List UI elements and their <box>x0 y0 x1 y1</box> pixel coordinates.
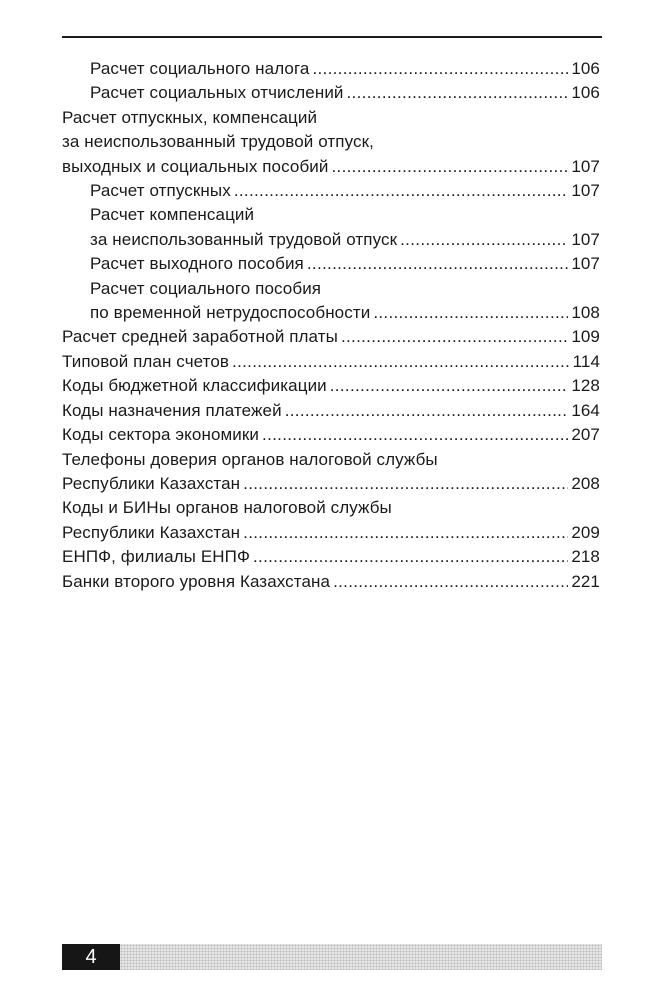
dot-leader <box>373 301 568 325</box>
toc-entry-row <box>62 350 600 374</box>
toc-entry <box>62 448 600 497</box>
page-footer <box>62 944 602 970</box>
toc-entry <box>62 106 600 179</box>
toc-entry-page-number: 207 <box>571 425 600 445</box>
toc-entry-title-line: Банки второго уровня Казахстана <box>62 571 331 591</box>
toc-entry-title-line: Расчет социальных отчислений <box>90 83 344 103</box>
toc-entry-row <box>90 81 600 105</box>
toc-entry-row <box>62 545 600 569</box>
dot-leader <box>232 350 570 374</box>
toc-entry-page-number: 114 <box>572 351 600 371</box>
toc-entry-title-line: Коды бюджетной классификации <box>62 376 327 396</box>
table-of-contents <box>62 57 600 594</box>
dot-leader <box>285 399 569 423</box>
toc-entry-row <box>62 521 600 545</box>
toc-entry <box>62 423 600 447</box>
toc-entry-page-number: 106 <box>571 83 600 103</box>
toc-entry-title-line: Расчет социального налога <box>90 59 310 78</box>
toc-entry-title-line: Типовой план счетов <box>62 351 230 371</box>
toc-entry-page-number: 109 <box>571 327 600 347</box>
toc-entry-title-line: Республики Казахстан <box>62 522 241 542</box>
dot-leader <box>341 325 568 349</box>
toc-entry-page-number: 106 <box>571 59 600 78</box>
dot-leader <box>234 179 569 203</box>
page-number: 4 <box>62 944 120 970</box>
toc-entry <box>62 545 600 569</box>
dot-leader <box>347 81 569 105</box>
toc-entry-row <box>90 301 600 325</box>
toc-entry-page-number: 107 <box>571 254 600 274</box>
footer-band <box>120 944 602 970</box>
toc-entry-row <box>90 179 600 203</box>
dot-leader <box>262 423 568 447</box>
toc-entry-title-line: Расчет социального пособия <box>90 278 322 298</box>
dot-leader <box>307 252 568 276</box>
toc-entry-row <box>62 155 600 179</box>
toc-entry-title-line: Телефоны доверия органов налоговой службы <box>62 449 438 469</box>
top-rule <box>62 36 602 38</box>
dot-leader <box>243 472 568 496</box>
toc-entry-page-number: 107 <box>571 229 600 249</box>
toc-entry-title-line: по временной нетрудоспособности <box>90 303 371 323</box>
toc-entry-title-line: за неиспользованный трудовой отпуск <box>90 229 398 249</box>
toc-entry-row <box>62 570 600 594</box>
toc-entry-page-number: 218 <box>571 547 600 567</box>
toc-entry-page-number: 164 <box>571 400 600 420</box>
toc-entry-page-number: 108 <box>571 303 600 323</box>
toc-entry <box>62 203 600 252</box>
toc-entry-row <box>62 472 600 496</box>
toc-entry-title-line: Коды назначения платежей <box>62 400 282 420</box>
toc-entry-row <box>62 399 600 423</box>
toc-entry-title-line: Расчет отпускных, компенсаций <box>62 107 318 127</box>
toc-entry-row <box>62 374 600 398</box>
dot-leader <box>331 155 568 179</box>
toc-entry-row <box>90 228 600 252</box>
toc-entry-title-line: Коды и БИНы органов налоговой службы <box>62 498 392 518</box>
toc-entry-title-line: Республики Казахстан <box>62 473 241 493</box>
toc-entry-title-line: Расчет средней заработной платы <box>62 327 338 347</box>
dot-leader <box>330 374 569 398</box>
toc-entry-page-number: 107 <box>571 156 600 176</box>
toc-entry <box>62 81 600 105</box>
toc-entry <box>62 252 600 276</box>
toc-entry <box>62 350 600 374</box>
toc-entry <box>62 179 600 203</box>
toc-entry-title-line: Расчет отпускных <box>90 181 231 201</box>
toc-entry-title-line: ЕНПФ, филиалы ЕНПФ <box>62 547 250 567</box>
toc-entry-title-line: Коды сектора экономики <box>62 425 260 445</box>
toc-entry <box>62 570 600 594</box>
toc-entry <box>62 374 600 398</box>
toc-entry-page-number: 209 <box>571 522 600 542</box>
toc-entry <box>62 57 600 81</box>
toc-entry-title-line: выходных и социальных пособий <box>62 156 329 176</box>
toc-entry-title-line: Расчет компенсаций <box>90 205 255 225</box>
toc-entry <box>62 399 600 423</box>
toc-entry-row <box>90 57 600 81</box>
toc-entry <box>62 496 600 545</box>
dot-leader <box>253 545 568 569</box>
toc-entry-title-line: за неиспользованный трудовой отпуск, <box>62 132 374 152</box>
dot-leader <box>400 228 568 252</box>
toc-entry-page-number: 208 <box>571 473 600 493</box>
dot-leader <box>333 570 568 594</box>
toc-entry-row <box>90 252 600 276</box>
toc-entry <box>62 325 600 349</box>
toc-entry <box>62 277 600 326</box>
toc-entry-row <box>62 423 600 447</box>
toc-entry-page-number: 221 <box>571 571 600 591</box>
dot-leader <box>312 57 568 81</box>
toc-entry-page-number: 128 <box>571 376 600 396</box>
toc-entry-title-line: Расчет выходного пособия <box>90 254 304 274</box>
toc-entry-page-number: 107 <box>571 181 600 201</box>
dot-leader <box>243 521 568 545</box>
toc-entry-row <box>62 325 600 349</box>
